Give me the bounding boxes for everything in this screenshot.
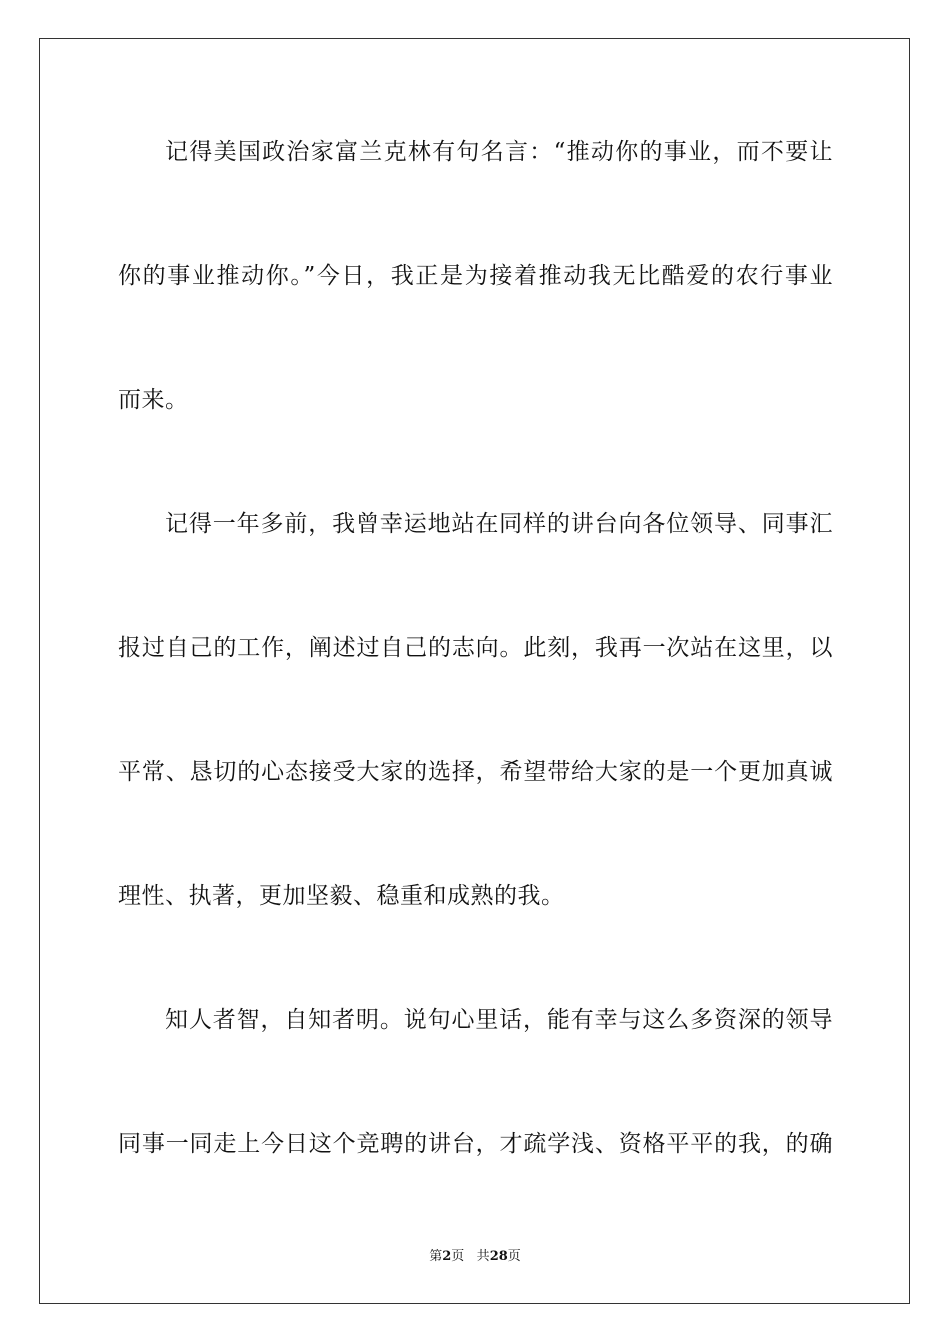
page-border xyxy=(39,38,910,1304)
current-page-number: 2 xyxy=(442,1249,452,1264)
paragraph-2-line-1: 记得一年多前，我曾幸运地站在同样的讲台向各位领导、同事汇 xyxy=(165,511,833,537)
total-page-count: 28 xyxy=(489,1249,508,1264)
paragraph-2-line-4: 理性、执著，更加坚毅、稳重和成熟的我。 xyxy=(118,883,565,909)
paragraph-1-line-1: 记得美国政治家富兰克林有句名言：“推动你的事业，而不要让 xyxy=(165,139,833,165)
paragraph-3-line-1: 知人者智，自知者明。说句心里话，能有幸与这么多资深的领导 xyxy=(165,1007,833,1033)
footer-total-suffix: 页 xyxy=(507,1249,521,1264)
paragraph-1-line-3: 而来。 xyxy=(118,387,189,413)
footer-page-suffix: 页 xyxy=(451,1249,465,1264)
paragraph-2-line-2: 报过自己的工作，阐述过自己的志向。此刻，我再一次站在这里，以 xyxy=(118,635,833,661)
paragraph-3-line-2: 同事一同走上今日这个竞聘的讲台，才疏学浅、资格平平的我，的确 xyxy=(118,1131,833,1157)
footer-prefix: 第 xyxy=(429,1249,443,1264)
footer-total-prefix: 共 xyxy=(476,1249,490,1264)
paragraph-2-line-3: 平常、恳切的心态接受大家的选择，希望带给大家的是一个更加真诚 xyxy=(118,759,833,785)
paragraph-1-line-2: 你的事业推动你。”今日，我正是为接着推动我无比酷爱的农行事业 xyxy=(118,263,833,289)
page-number-footer xyxy=(0,1248,950,1266)
